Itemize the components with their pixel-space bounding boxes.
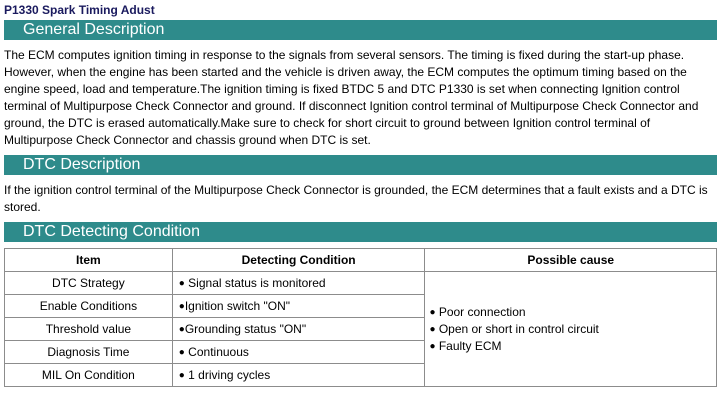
condition-text: Continuous [184, 345, 249, 359]
general-description-heading: General Description [4, 20, 717, 40]
condition-text: Signal status is monitored [184, 276, 326, 290]
header-possible-cause: Possible cause [425, 249, 717, 272]
list-item [429, 338, 712, 355]
bullet-icon: ● [178, 347, 185, 358]
header-item: Item [5, 249, 173, 272]
bullet-icon: ● [429, 323, 436, 335]
condition-cell [172, 272, 425, 295]
item-cell: Threshold value [5, 318, 173, 341]
bullet-icon: ● [178, 278, 185, 289]
detecting-condition-table [4, 248, 717, 387]
dtc-description-heading: DTC Description [4, 155, 717, 175]
condition-cell [172, 295, 425, 318]
cause-text: Poor connection [435, 304, 526, 319]
table-header-row [5, 249, 717, 272]
item-cell: Diagnosis Time [5, 341, 173, 364]
dtc-detecting-condition-heading: DTC Detecting Condition [4, 222, 717, 242]
condition-cell [172, 318, 425, 341]
header-detecting-condition: Detecting Condition [172, 249, 425, 272]
dtc-description-text: If the ignition control terminal of the Multipurpose Check Connector is grounded, the ECM determines that a fault exists and a DTC is stored. [4, 183, 708, 214]
general-description-text: The ECM computes ignition timing in response to the signals from several sensors. The timing is fixed during the start-up phase. However, when the engine has been started and the vehicle is driven away, the ECM computes the optimum timing based on the engine speed, load and temperature.The ignition timing is fixed BTDC 5 and DTC P1330 is set when connecting Ignition control terminal of Multipurpose Check Connector and ground. If disconnect Ignition control terminal of Multipurpose Check Connector and ground, the DTC is erased automatically.Make sure to check for short circuit to ground between Ignition control terminal of Multipurpose Check Connector and chassis ground when DTC is set. [4, 48, 699, 147]
bullet-icon: ● [178, 324, 185, 335]
list-item [429, 321, 712, 338]
bullet-icon: ● [429, 306, 436, 318]
page-title: P1330 Spark Timing Adust [4, 3, 155, 17]
condition-cell [172, 364, 425, 387]
condition-text: Grounding status "ON" [184, 322, 307, 336]
item-cell: MIL On Condition [5, 364, 173, 387]
bullet-icon: ● [178, 301, 185, 312]
condition-text: 1 driving cycles [184, 368, 271, 382]
cause-text: Open or short in control circuit [435, 321, 599, 336]
item-cell: Enable Conditions [5, 295, 173, 318]
bullet-icon: ● [178, 370, 185, 381]
list-item [429, 304, 712, 321]
cause-text: Faulty ECM [435, 338, 502, 353]
table-row [5, 272, 717, 295]
bullet-icon: ● [429, 340, 436, 352]
condition-cell [172, 341, 425, 364]
possible-cause-cell [425, 272, 717, 387]
condition-text: Ignition switch "ON" [184, 299, 291, 313]
item-cell: DTC Strategy [5, 272, 173, 295]
